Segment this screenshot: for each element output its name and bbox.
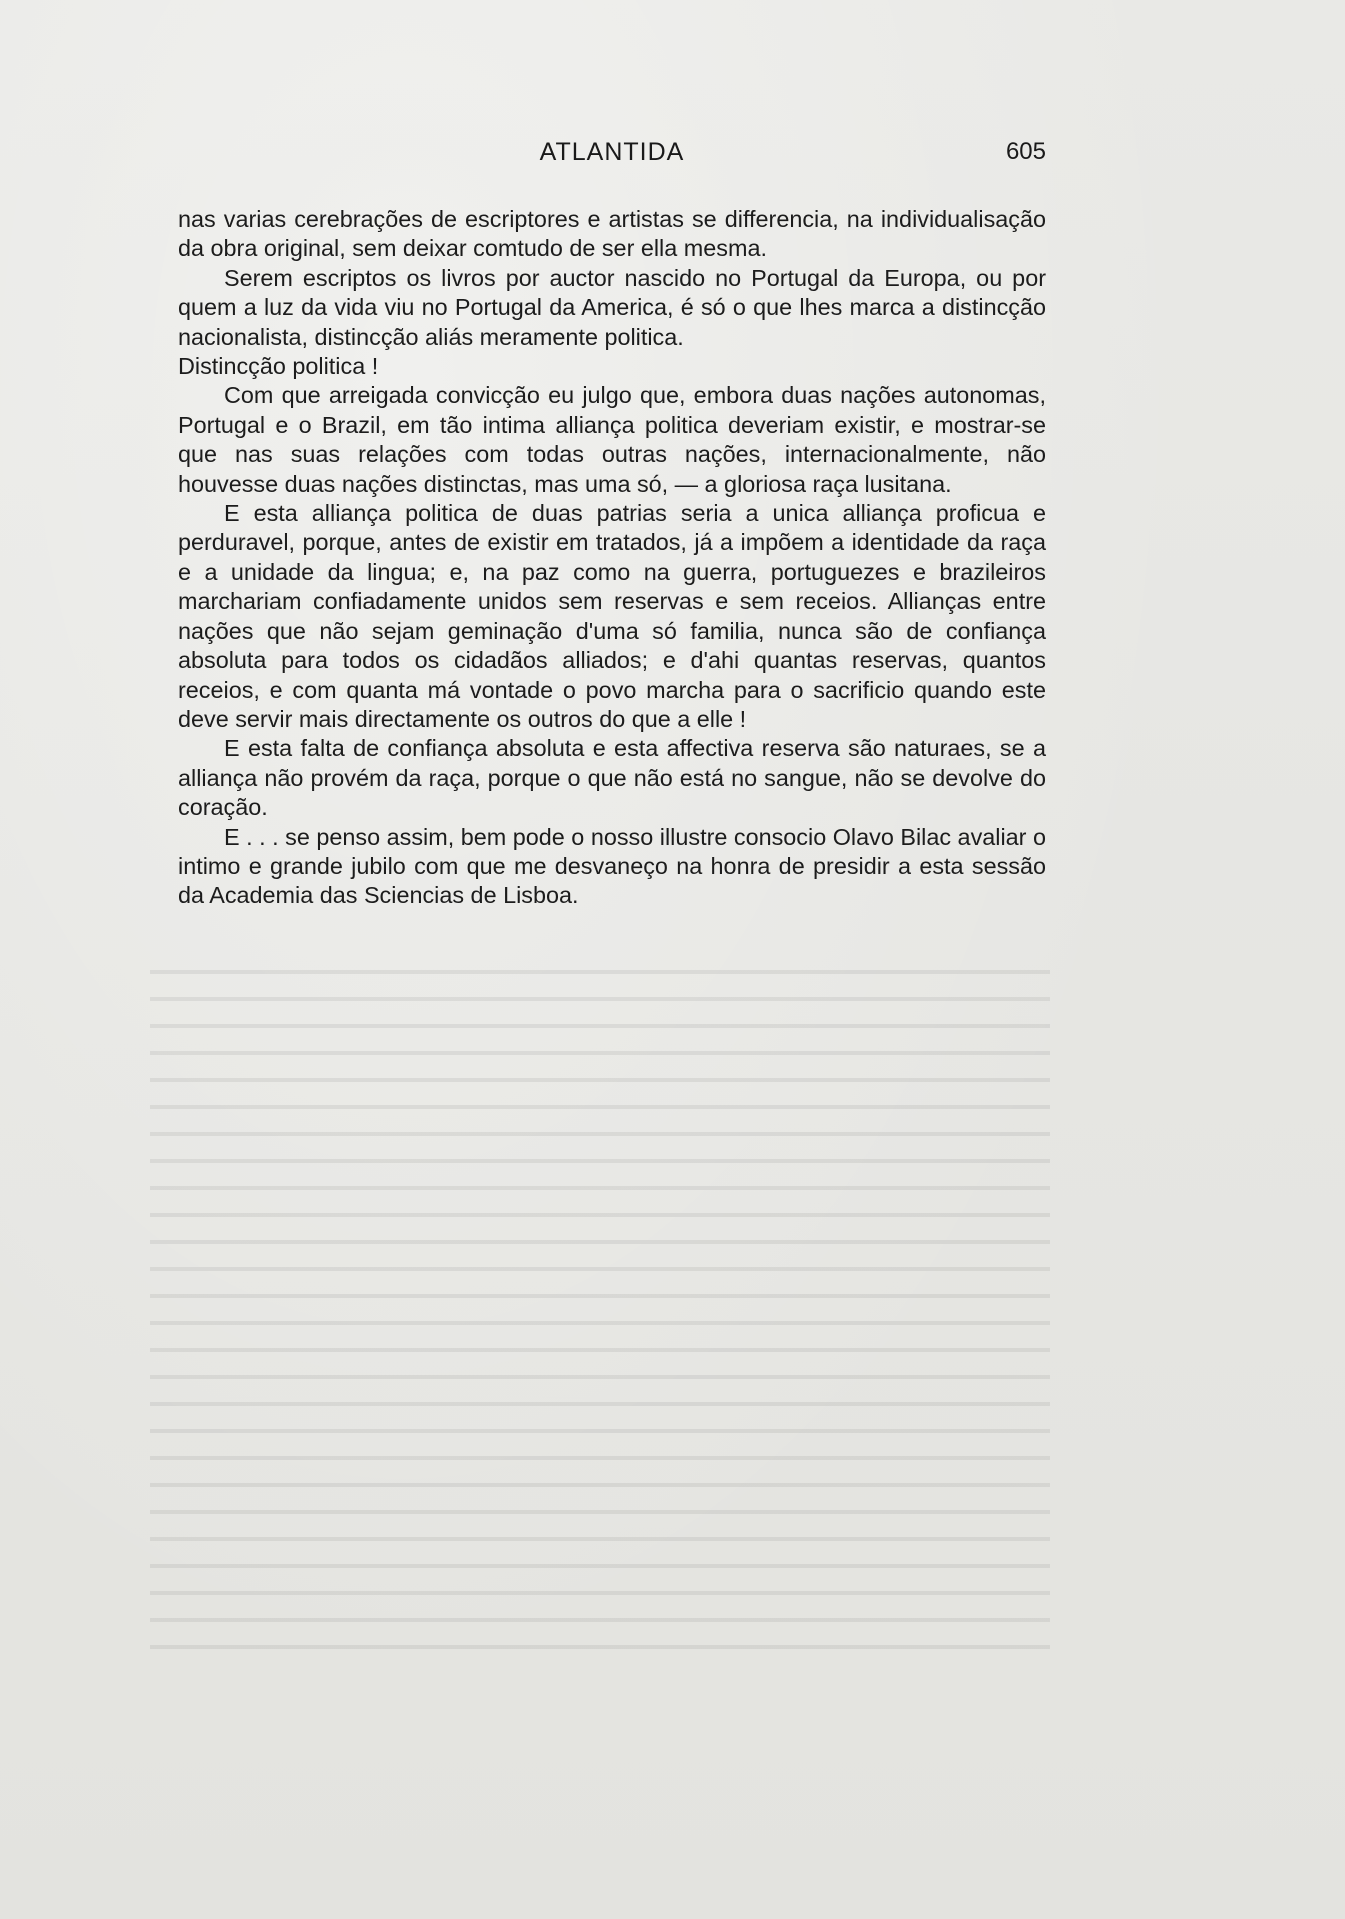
running-title: ATLANTIDA (539, 138, 685, 166)
paragraph-continuation: nas varias cerebrações de escriptores e artistas se differencia, na individualisação da obra original, sem deixar comtudo de ser ella mesma. (178, 206, 1046, 262)
paragraph: E esta falta de confiança absoluta e esta affectiva reserva são naturaes, se a alliança não provém da raça, porque o que não está no sangue, não se devolve do coração. (178, 735, 1046, 821)
paragraph: Com que arreigada convicção eu julgo que, embora duas nações autonomas, Portugal e o Brazil, em tão intima alliança politica deveriam existir, e mostrar-se que nas suas relações com todas outras nações, internacionalmente, não houvesse duas nações distinctas, mas uma só, — a gloriosa raça lusitana. (178, 382, 1046, 497)
body-text (178, 205, 1046, 911)
paragraph: E esta alliança politica de duas patrias seria a unica alliança proficua e perduravel, porque, antes de existir em tratados, já a impõem a identidade da raça e a unidade da lingua; e, na paz como na guerra, portuguezes e brazileiros marchariam confiadamente unidos sem reservas e sem receios. Allianças entre nações que não sejam geminação d'uma só familia, nunca são de confiança absoluta para todos os cidadãos alliados; e d'ahi quantas reservas, quantos receios, e com quanta má vontade o povo marcha para o sacrificio quando este deve servir mais directamente os outros do que a elle ! (178, 500, 1046, 732)
paragraph: Serem escriptos os livros por auctor nascido no Portugal da Europa, ou por quem a luz da vida viu no Portugal da America, é só o que lhes marca a distincção nacionalista, distincção aliás meramente politica. (178, 264, 1046, 350)
page-number: 605 (1005, 138, 1046, 165)
reverse-side-show-through (150, 960, 1050, 1660)
paragraph-closing: E . . . se penso assim, bem pode o nosso illustre consocio Olavo Bilac avaliar o intimo e grande jubilo com que me desvaneço na honra de presidir a esta sessão da Academia das Sciencias de Lisboa. (178, 823, 1046, 909)
page-header (178, 138, 1046, 174)
paragraph-exclamation: Distincção politica ! (178, 353, 379, 380)
